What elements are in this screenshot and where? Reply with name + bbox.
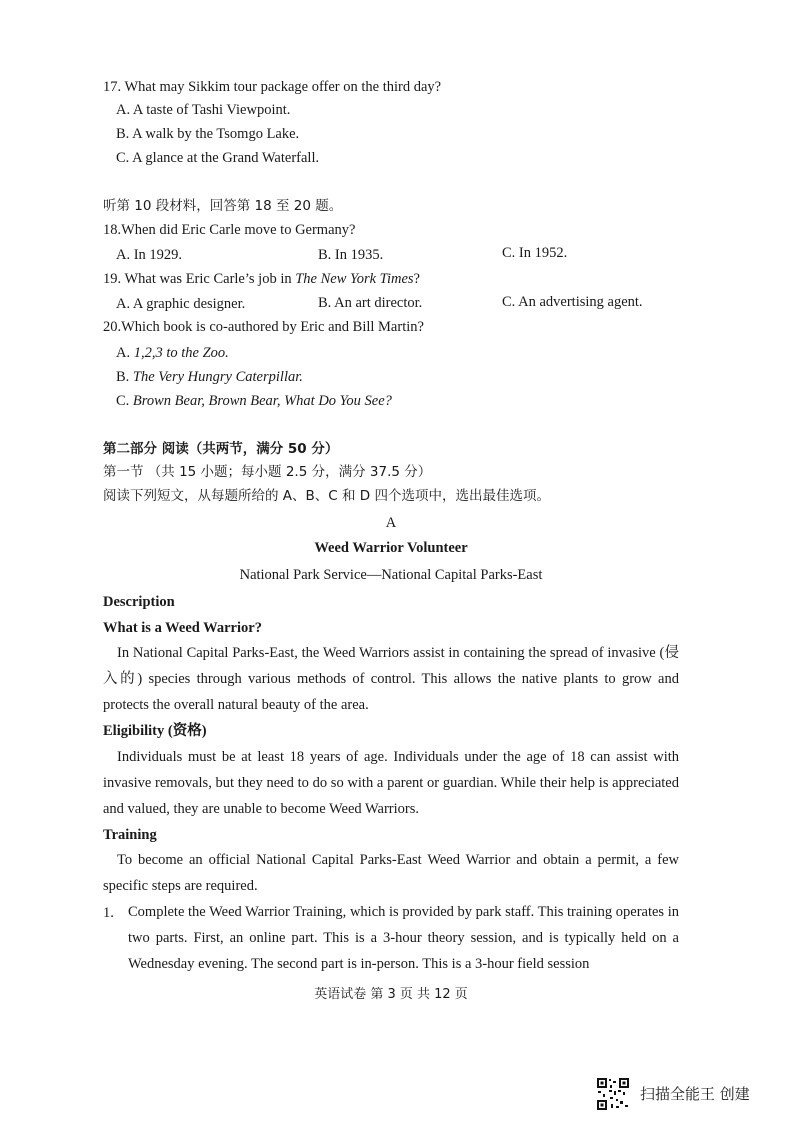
question-20-option-b	[116, 367, 303, 387]
reading-section-title: 第一节 （共 15 小题；每小题 2.5 分，满分 37.5 分）	[103, 464, 432, 480]
question-17-option-c: C. A glance at the Grand Waterfall.	[116, 150, 320, 166]
question-18-stem: 18.When did Eric Carle move to Germany?	[103, 222, 356, 238]
option-c-prefix: C.	[116, 393, 133, 409]
passage-subtitle: National Park Service—National Capital Parks-East	[239, 567, 543, 583]
option-a-title: 1,2,3 to the Zoo.	[133, 345, 229, 361]
paragraph-training: To become an official National Capital Parks-East Weed Warrior and obtain a permit, a few specific steps are required.	[103, 852, 679, 894]
question-19-newspaper-title: The New York Times	[295, 271, 414, 287]
question-18-option-c: C. In 1952.	[502, 245, 568, 261]
option-c-title: Brown Bear, Brown Bear, What Do You See?	[132, 393, 392, 409]
question-19-option-a: A. A graphic designer.	[116, 296, 246, 312]
option-a-prefix: A.	[116, 345, 134, 361]
passage-title: Weed Warrior Volunteer	[314, 540, 468, 556]
question-17-option-a: A. A taste of Tashi Viewpoint.	[116, 102, 291, 118]
reading-part-title: 第二部分 阅读（共两节，满分 50 分）	[103, 441, 339, 457]
paragraph-eligibility: Individuals must be at least 18 years of age. Individuals under the age of 18 can assist with invasive removals, but they need to do so with a parent or guardian. While their help is appreciated and valued, they are unable to become Weed Warriors.	[103, 749, 679, 817]
question-20-option-c	[116, 391, 392, 411]
option-b-title: The Very Hungry Caterpillar.	[132, 369, 303, 385]
page-footer: 英语试卷 第 3 页 共 12 页	[314, 987, 468, 1002]
question-19-question-mark: ?	[413, 271, 420, 287]
listening-instruction: 听第 10 段材料，回答第 18 至 20 题。	[103, 198, 343, 214]
question-18-option-a: A. In 1929.	[116, 247, 183, 263]
question-18-option-b: B. In 1935.	[318, 247, 384, 263]
question-20-option-a	[116, 343, 229, 363]
question-19-stem	[103, 269, 420, 289]
heading-what-is-weed-warrior: What is a Weed Warrior?	[103, 620, 262, 636]
step-1-number: 1.	[103, 905, 114, 921]
passage-letter: A	[385, 515, 397, 531]
question-17-option-b: B. A walk by the Tsomgo Lake.	[116, 126, 300, 142]
paragraph-what: In National Capital Parks-East, the Weed Warriors assist in containing the spread of invasive (侵入的) species through various methods of control. This allows the native plants to grow and protects the overall natural beauty of the area.	[103, 645, 679, 713]
step-1-text: Complete the Weed Warrior Training, which is provided by park staff. This training operates in two parts. First, an online part. This is a 3-hour theory session, and is typically held on a Wednesday evening. The second part is in-person. This is a 3-hour field session	[128, 904, 679, 972]
heading-eligibility: Eligibility (资格)	[103, 723, 207, 739]
heading-training: Training	[103, 827, 157, 843]
heading-description: Description	[103, 594, 175, 610]
scanner-watermark: 扫描全能王 创建	[640, 1085, 750, 1103]
question-19-stem-text: 19. What was Eric Carle’s job in	[103, 271, 296, 287]
option-b-prefix: B.	[116, 369, 133, 385]
reading-instruction: 阅读下列短文，从每题所给的 A、B、C 和 D 四个选项中，选出最佳选项。	[103, 488, 550, 504]
qr-code-icon	[596, 1077, 630, 1111]
question-17-stem: 17. What may Sikkim tour package offer on the third day?	[103, 79, 442, 95]
question-19-option-b: B. An art director.	[318, 295, 423, 311]
question-20-stem: 20.Which book is co-authored by Eric and Bill Martin?	[103, 319, 424, 335]
question-19-option-c: C. An advertising agent.	[502, 294, 643, 310]
